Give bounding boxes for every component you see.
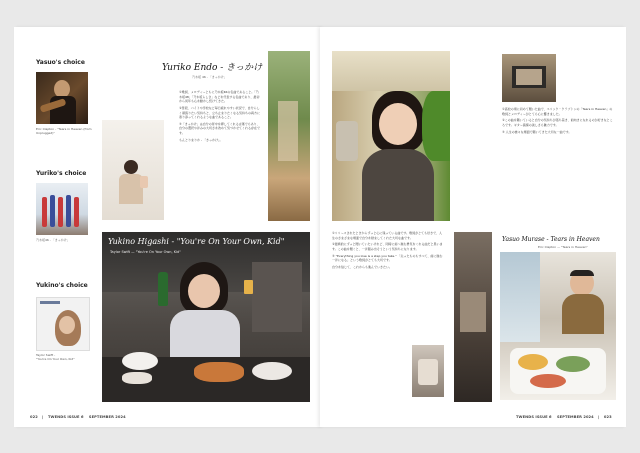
murase-subtitle: Eric Clapton — "Tears in Heaven" bbox=[538, 245, 588, 249]
murase-title: Yasuo Murase - Tears in Heaven bbox=[502, 236, 600, 243]
endo-body: ①歌詞、メロディーともに乃木坂46の名曲であること。「乃木坂48」「乃木坂らしさ」などを代表する名曲であり、最初から何年も心を動かし続けてきた。 ②普段、バイトや学校など毎日疲れやすい状況で、自分らしく頑張りたい気持ちと、立ち止まりたくなる気持ちの両方に寄り添ってくれるような曲であること。 ③「きっかけ」は自分の背中を押してくれる言葉でもあり、自分の選択や歩みの大切さを改めて気づかせてくれる存在です。 もんとりまりか - 「きっかけ」。 bbox=[179, 90, 261, 142]
higashi-subtitle: Taylor Swift — "You're On Your Own, Kid" bbox=[110, 250, 181, 254]
yuriko-caption: 乃木坂46 - 「きっかけ」 bbox=[36, 238, 70, 242]
right-page bbox=[320, 27, 626, 427]
page-number: 022 bbox=[30, 415, 38, 419]
endo-photo-tall bbox=[268, 51, 310, 221]
left-page bbox=[14, 27, 320, 427]
higashi-photo-small bbox=[412, 345, 444, 397]
higashi-body: ①リリースされたときからずっと心に残っている曲です。歌詞がとても好きで、人生のさまざまな場面で自分を励ましてくれた大切な曲です。 ②最終的にずっと聞いていたいけれど、同時に前へ進む勇気をくれる曲だと思います。この曲を聞くと、一歩踏み出そうという気持ちになります。 ③ "Everything you lose is a step you take." 「失ったものもすべて、前に進む一歩になる」という歌詞がとても大切です。 自分を信じて、これからも進んでいきたい。 bbox=[332, 231, 443, 269]
murase-album-photo bbox=[502, 54, 556, 102]
endo-subtitle: 乃木坂 46 - 「きっかけ」 bbox=[192, 75, 227, 79]
endo-portrait bbox=[332, 51, 450, 221]
yuriko-single-cover bbox=[36, 183, 88, 235]
higashi-photo bbox=[102, 232, 310, 402]
yasuo-caption: Eric Clapton - "Tears in Heaven (from Unplugged)" bbox=[36, 127, 92, 135]
page-number: 023 bbox=[603, 415, 612, 419]
murase-body: ①高校の頃に初めて聞いた曲で、エリック・クラプトンの「Tears in Heaven」の歌詞とメロディーがとても心に響きました。 ②この曲を聴いていると自分の気持ちが落ち着き、前向きになれるのが好きなところです。ギター演奏の美しさも魅力です。 ③ 人生の様々な場面で聴いてきた大切な一曲です。 bbox=[502, 107, 613, 134]
higashi-photo-narrow bbox=[454, 232, 492, 402]
endo-photo-small bbox=[102, 120, 164, 220]
yasuo-album-cover bbox=[36, 72, 88, 124]
right-footer: TWENDS ISSUE 6 SEPTEMBER 2024 | 023 bbox=[516, 415, 612, 419]
higashi-title: Yukino Higashi - "You're On Your Own, Kid" bbox=[108, 237, 285, 246]
yasuo-choice-heading: Yasuo's choice bbox=[36, 59, 85, 66]
murase-photo bbox=[500, 252, 616, 400]
yukino-caption: Taylor Swift - "You're On Your Own, Kid" bbox=[36, 353, 75, 361]
yukino-album-cover bbox=[36, 297, 90, 351]
yukino-choice-heading: Yukino's choice bbox=[36, 282, 88, 289]
endo-title: Yuriko Endo - きっかけ bbox=[162, 63, 263, 73]
left-footer: 022 | TWENDS ISSUE 6 SEPTEMBER 2024 bbox=[30, 415, 126, 419]
yuriko-choice-heading: Yuriko's choice bbox=[36, 170, 87, 177]
